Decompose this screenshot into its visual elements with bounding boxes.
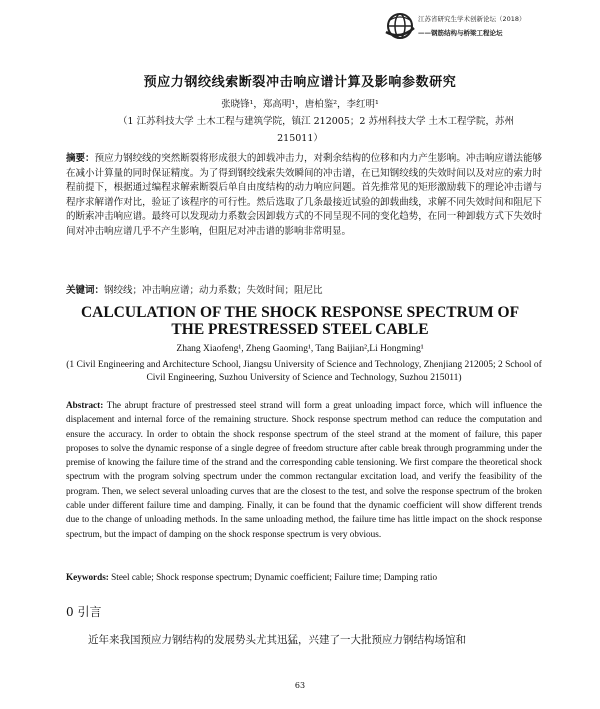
cn-keywords-text: 钢绞线；冲击响应谱；动力系数；失效时间；阻尼比	[104, 285, 323, 296]
en-abstract-text: The abrupt fracture of prestressed steel strand will form a great unloading impact force, which will influence the displacement and internal force of the remaining structure. Shock response spectrum method can reduce the computation and ensure the accuracy. In order to obtain the shock response spectrum of the steel strand at the moment of failure, this paper proposes to solve the dynamic response of a single degree of freedom structure after cable break through programming under the premise of knowing the failure time of the strand and the corresponding cable tensioning. We first compare the theoretical shock spectrum with the program solving spectrum under the common rectangular excitation load, and verify the feasibility of the program. Then, we select several unloading curves that are the closest to the test, and solve the response spectrum of the broken cable under different failure time and damping. Finally, it can be found that the dynamic coefficient will show different trends due to the change of unloading methods. In the same unloading method, the failure time has little impact on the shock response spectrum, but the impact of damping on the shock response spectrum is very obvious.	[66, 400, 542, 539]
cn-keywords-label: 关键词：	[66, 285, 105, 296]
en-title-line1: CALCULATION OF THE SHOCK RESPONSE SPECTRUM OF	[80, 304, 520, 321]
en-abstract-label: Abstract:	[66, 400, 104, 410]
cn-abstract-text: 预应力钢绞线的突然断裂将形成很大的卸载冲击力，对剩余结构的位移和内力产生影响。冲击响应谱法能够在减小计算量的同时保证精度。为了得到钢绞线索失效瞬间的冲击谱，在已知钢绞线的失效时间以及对应的索力时程前提下，根据通过编程求解索断裂后单自由度结构的动力响应问题。首先推常见的矩形激励载下的理论冲击谱与程序求解谱作对比，验证了该程序的可行性。然后选取了几条最接近试验的卸载曲线，求解不同失效时间和阻尼下的断索冲击响应谱。最终可以发现动力系数会因卸载方式的不同呈现不同的变化趋势，在同一种卸载方式下失效时间对冲击响应谱几乎不产生影响，但阻尼对冲击谱的影响非常明显。	[66, 153, 542, 237]
en-title	[0, 304, 600, 338]
cn-authors: 张晓锋¹，郑高明¹，唐柏鉴²，李红明¹	[221, 99, 379, 110]
en-keywords	[66, 572, 542, 582]
cn-affiliation-line1: （1 江苏科技大学 土木工程与建筑学院，镇江 212005；2 苏州科技大学 土木工程学院，苏州	[118, 116, 514, 127]
body-paragraph: 近年来我国预应力钢结构的发展势头尤其迅猛，兴建了一大批预应力钢结构场馆和	[88, 634, 466, 646]
en-keywords-label: Keywords:	[66, 572, 109, 582]
forum-subtitle: ——钢筋结构与桥梁工程论坛	[418, 29, 503, 37]
en-title-line2: THE PRESTRESSED STEEL CABLE	[171, 321, 429, 338]
cn-abstract	[66, 152, 542, 240]
cn-affiliation-line2: 215011）	[277, 133, 323, 144]
cn-keywords	[66, 282, 542, 296]
en-keywords-text: Steel cable; Shock response spectrum; Dynamic coefficient; Failure time; Damping ratio	[111, 572, 438, 582]
cn-title: 预应力钢绞线索断裂冲击响应谱计算及影响参数研究	[143, 75, 457, 90]
en-affiliation: (1 Civil Engineering and Architecture School, Jiangsu University of Science and Technology, Zhenjiang 212005; 2 School of Civil Engineering, Suzhou University of Science and Technology, Suzhou 215011)	[66, 360, 542, 383]
page-number: 63	[294, 681, 306, 690]
forum-name: 江苏省研究生学术创新论坛（2018）	[418, 15, 526, 23]
forum-logo	[384, 10, 584, 54]
section-heading: 0 引言	[66, 605, 102, 619]
en-abstract	[66, 398, 542, 541]
globe-logo-icon	[384, 10, 416, 42]
en-authors: Zhang Xiaofeng¹, Zheng Gaoming¹, Tang Baijian²,Li Hongming¹	[176, 344, 424, 354]
cn-abstract-label: 摘要：	[66, 153, 95, 164]
